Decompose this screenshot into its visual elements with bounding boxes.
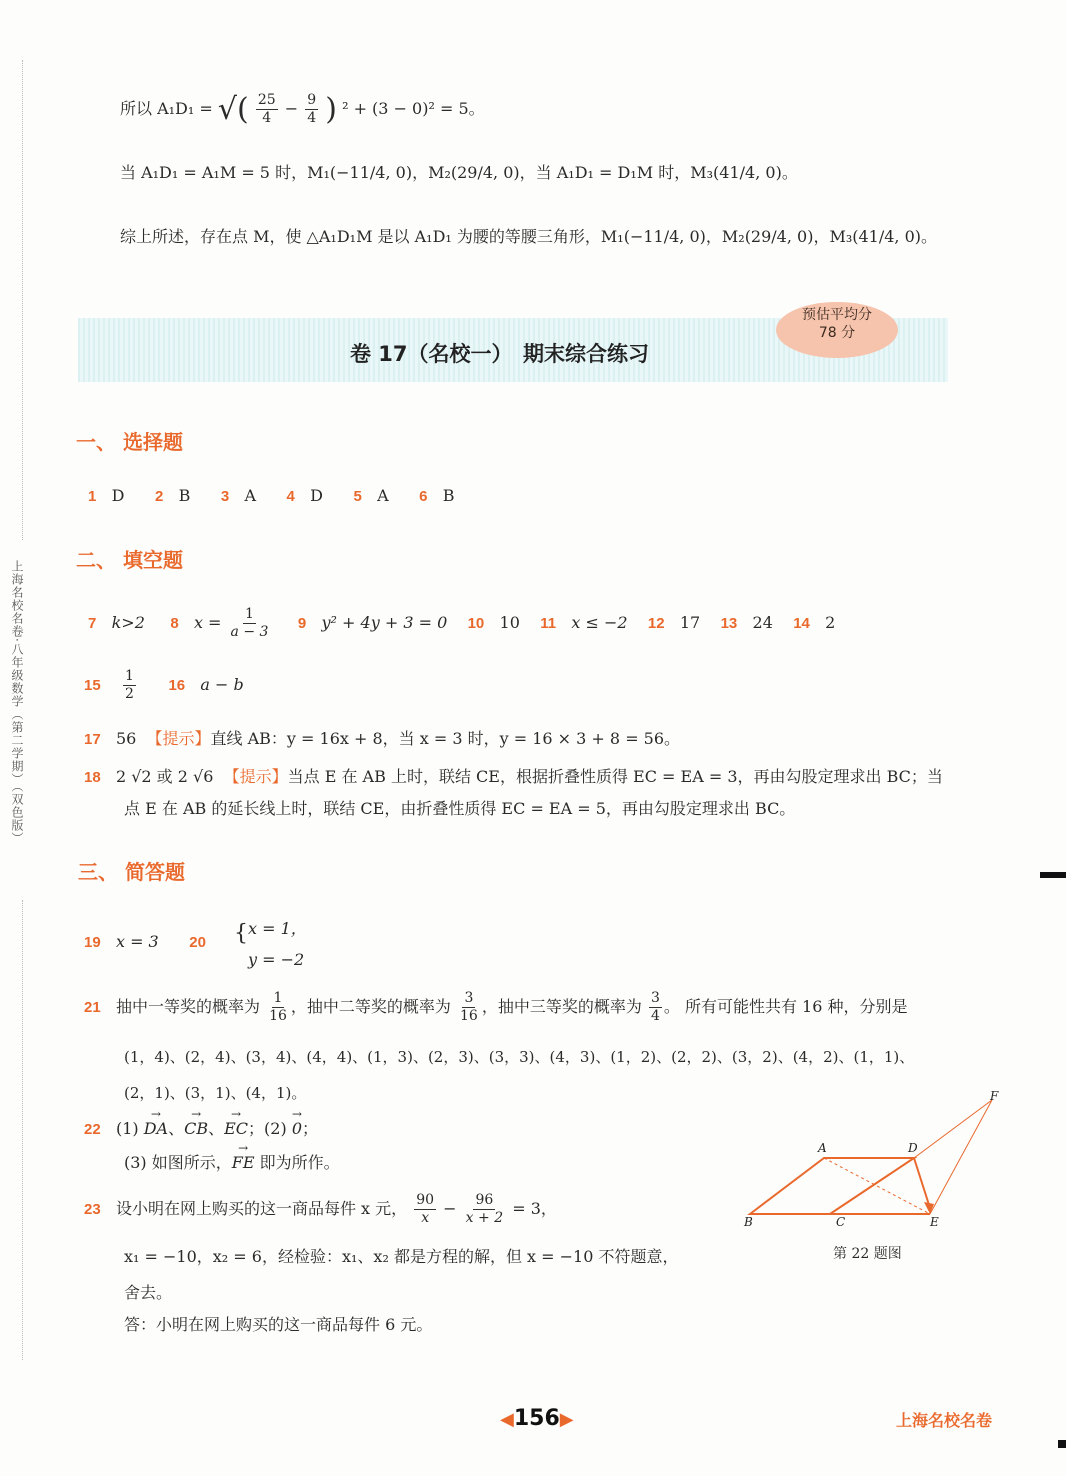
short-q21-line2: (1，4)、(2，4)、(3，4)、(4，4)、(1，3)、(2，3)、(3，3)、(4，3)、(1，2)、(2，2)、(3，2)、(4，2)、(1，1)、 <box>124 1048 915 1066</box>
short-q22-line2: (3) 如图所示，→ FE 即为所作。 <box>124 1150 340 1173</box>
short-q21-line1: 21 抽中一等奖的概率为 $\frac{1}{16}$ ，抽中二等奖的概率为 $\frac{3}{16}$ ，抽中三等奖的概率为 $\frac{3}{4}$ 。 所有可能性共有 16 种，分别是 <box>84 990 908 1024</box>
label-c: C <box>836 1215 846 1229</box>
choice-answers: 1 D 2 B 3 A 4 D 5 A 6 B <box>88 486 455 505</box>
side-dotted-line-bottom <box>22 900 23 1360</box>
fill-row-2: 15 $\frac{1}{2}$ 16 a − b <box>84 668 244 702</box>
q20-eq2: y = −2 <box>248 950 305 969</box>
average-score-badge: 预估平均分 78 分 <box>776 302 898 358</box>
top-line-1: 所以 A₁D₁ = √( $\frac{25}{4}$ − $\frac{9}{4}$ ) ² + (3 − 0)² = 5。 <box>120 92 485 127</box>
q20-eq1: x = 1， <box>248 919 307 938</box>
label-e: E <box>930 1215 939 1229</box>
short-q21-line3: (2，1)、(3，1)、(4，1)。 <box>124 1084 307 1102</box>
short-q23-line1: 23 设小明在网上购买的这一商品每件 x 元， $\frac{90}{x}$ − $\frac{96}{x + 2}$ = 3， <box>84 1192 557 1226</box>
short-q23-line2: x₁ = −10，x₂ = 6，经检验：x₁、x₂ 都是方程的解，但 x = −10 不符题意， <box>124 1247 679 1266</box>
label-d: D <box>908 1141 918 1155</box>
figure-22 <box>738 1088 1010 1238</box>
segment-ae-dashed <box>824 1158 930 1214</box>
short-q23-line3: 舍去。 <box>124 1283 173 1302</box>
fill-q18: 18 2 √2 或 2 √6 【提示】当点 E 在 AB 上时，联结 CE，根据折叠性质得 EC = EA = 3，再由勾股定理求出 BC；当 <box>84 767 943 786</box>
section-short-title: 三、 简答题 <box>78 860 185 884</box>
section-fill-title: 二、 填空题 <box>76 548 183 572</box>
arrowhead-e <box>924 1202 934 1214</box>
top-line-2: 当 A₁D₁ = A₁M = 5 时，M₁(−11/4, 0)，M₂(29/4, 0)，当 A₁D₁ = D₁M 时，M₃(41/4, 0)。 <box>120 163 798 182</box>
label-a: A <box>818 1141 827 1155</box>
section-choice-title: 一、 选择题 <box>76 430 183 454</box>
segment-df <box>914 1100 992 1158</box>
side-dotted-line-top <box>22 60 23 540</box>
label-f: F <box>990 1089 999 1103</box>
label-b: B <box>744 1215 753 1229</box>
system-brace: { <box>234 921 248 946</box>
footer-brand: 上海名校名卷 <box>896 1411 993 1430</box>
short-q22-line1: 22 (1) → DA、→ CB、→ EC；(2) → 0； <box>84 1116 318 1139</box>
short-q19-q20: 19 x = 3 20 <box>84 932 206 951</box>
figure-caption: 第 22 题图 <box>833 1246 902 1262</box>
paper-title: 卷 17（名校一） 期末综合练习 <box>350 342 650 366</box>
fill-row-1: 7 k>2 8 x = $\frac{1}{a - 3}$ 9 y² + 4y + 3 = 0 10 10 11 x ≤ −2 12 17 13 24 14 2 <box>88 606 836 640</box>
fill-q18-line2: 点 E 在 AB 的延长线上时，联结 CE，由折叠性质得 EC = EA = 5，再由勾股定理求出 BC。 <box>124 799 796 818</box>
corner-mark <box>1058 1440 1066 1448</box>
short-q23-line4: 答：小明在网上购买的这一商品每件 6 元。 <box>124 1315 433 1334</box>
fill-q17: 17 56 【提示】直线 AB：y = 16x + 8，当 x = 3 时，y = 16 × 3 + 8 = 56。 <box>84 729 681 748</box>
segment-cd <box>830 1158 914 1214</box>
page-number: ◀156▶ <box>500 1406 574 1431</box>
top-line-3: 综上所述，存在点 M，使 △A₁D₁M 是以 A₁D₁ 为腰的等腰三角形，M₁(−11/4, 0)，M₂(29/4, 0)，M₃(41/4, 0)。 <box>120 227 938 246</box>
segment-ef <box>930 1100 992 1214</box>
parallelogram-abcd <box>750 1158 914 1214</box>
segment-de <box>914 1158 930 1208</box>
edge-mark <box>1040 872 1066 878</box>
side-book-title: 上海名校名卷·八年级数学（第二学期）（双色版） <box>10 560 24 845</box>
